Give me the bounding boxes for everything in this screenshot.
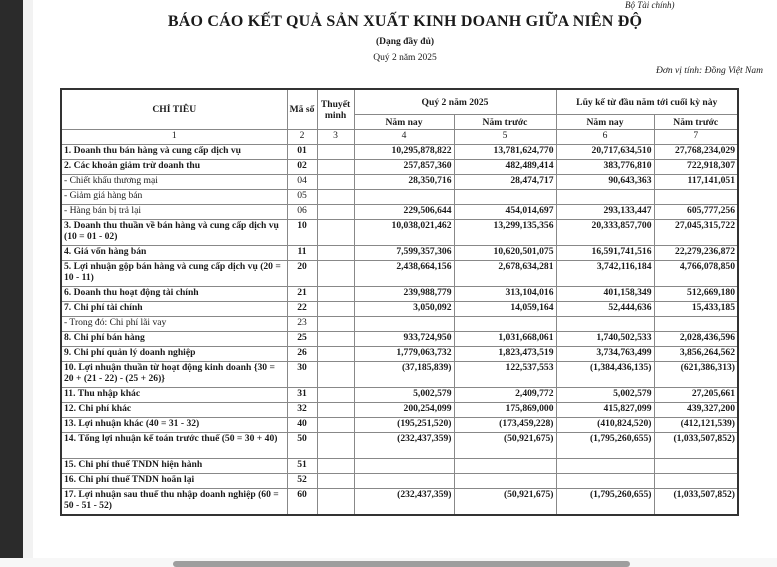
row-ytd-current: 293,133,447	[556, 205, 654, 220]
row-code: 05	[287, 190, 317, 205]
col-number: 1	[61, 130, 287, 145]
row-note	[317, 332, 354, 347]
row-ytd-previous: 27,768,234,029	[654, 145, 738, 160]
col-number: 3	[317, 130, 354, 145]
row-quarter-previous: 1,031,668,061	[454, 332, 556, 347]
row-quarter-previous: 175,869,000	[454, 403, 556, 418]
row-ytd-previous: 3,856,264,562	[654, 347, 738, 362]
row-ytd-current: 383,776,810	[556, 160, 654, 175]
row-code: 20	[287, 261, 317, 287]
row-quarter-previous	[454, 474, 556, 489]
row-quarter-current: (37,185,839)	[354, 362, 454, 388]
col-number: 6	[556, 130, 654, 145]
row-note	[317, 362, 354, 388]
row-label: 9. Chi phí quản lý doanh nghiệp	[61, 347, 287, 362]
row-quarter-current: (232,437,359)	[354, 433, 454, 459]
row-quarter-current: 3,050,092	[354, 302, 454, 317]
col-number: 7	[654, 130, 738, 145]
row-quarter-current	[354, 317, 454, 332]
row-label: - Giảm giá hàng bán	[61, 190, 287, 205]
row-code: 52	[287, 474, 317, 489]
row-note	[317, 302, 354, 317]
table-row	[61, 261, 738, 287]
col-number: 4	[354, 130, 454, 145]
row-label: - Trong đó: Chi phí lãi vay	[61, 317, 287, 332]
header-quarter: Quý 2 năm 2025	[354, 89, 556, 115]
row-code: 40	[287, 418, 317, 433]
table-row	[61, 433, 738, 459]
row-ytd-previous: 512,669,180	[654, 287, 738, 302]
col-number: 5	[454, 130, 556, 145]
report-period: Quý 2 năm 2025	[373, 53, 437, 63]
row-ytd-previous: 27,045,315,722	[654, 220, 738, 246]
row-label: 8. Chi phí bán hàng	[61, 332, 287, 347]
row-code: 30	[287, 362, 317, 388]
row-quarter-previous: 14,059,164	[454, 302, 556, 317]
table-row	[61, 362, 738, 388]
row-note	[317, 403, 354, 418]
row-ytd-previous	[654, 459, 738, 474]
row-label: 16. Chi phí thuế TNDN hoãn lại	[61, 474, 287, 489]
table-row	[61, 489, 738, 516]
row-ytd-previous: (621,386,313)	[654, 362, 738, 388]
row-quarter-previous: (173,459,228)	[454, 418, 556, 433]
row-code: 60	[287, 489, 317, 516]
row-quarter-current: 5,002,579	[354, 388, 454, 403]
row-code: 31	[287, 388, 317, 403]
row-quarter-previous: (50,921,675)	[454, 489, 556, 516]
row-ytd-current	[556, 190, 654, 205]
header-y-nam-truoc: Năm trước	[654, 115, 738, 130]
row-quarter-previous: 13,781,624,770	[454, 145, 556, 160]
row-code: 26	[287, 347, 317, 362]
row-ytd-previous: (1,033,507,852)	[654, 489, 738, 516]
row-note	[317, 160, 354, 175]
table-row	[61, 246, 738, 261]
row-quarter-current: 200,254,099	[354, 403, 454, 418]
row-label: 2. Các khoản giảm trừ doanh thu	[61, 160, 287, 175]
row-ytd-previous: (412,121,539)	[654, 418, 738, 433]
row-ytd-current	[556, 459, 654, 474]
table-row	[61, 302, 738, 317]
row-ytd-previous: 4,766,078,850	[654, 261, 738, 287]
row-quarter-previous: 10,620,501,075	[454, 246, 556, 261]
row-note	[317, 388, 354, 403]
row-code: 11	[287, 246, 317, 261]
document-page	[33, 0, 777, 558]
row-note	[317, 190, 354, 205]
row-code: 22	[287, 302, 317, 317]
row-ytd-current: 52,444,636	[556, 302, 654, 317]
report-subtitle: (Dạng đầy đủ)	[375, 37, 435, 47]
table-row	[61, 347, 738, 362]
currency-unit: Đơn vị tính: Đồng Việt Nam	[655, 66, 763, 76]
row-label: - Hàng bán bị trả lại	[61, 205, 287, 220]
row-ytd-previous: 27,205,661	[654, 388, 738, 403]
row-note	[317, 474, 354, 489]
table-row	[61, 403, 738, 418]
row-code: 10	[287, 220, 317, 246]
row-quarter-current	[354, 459, 454, 474]
row-quarter-current: 257,857,360	[354, 160, 454, 175]
header-ma-so: Mã số	[287, 89, 317, 130]
row-note	[317, 433, 354, 459]
row-quarter-previous: 2,409,772	[454, 388, 556, 403]
table-row	[61, 145, 738, 160]
header-ytd: Lũy kế từ đầu năm tới cuối kỳ này	[556, 89, 738, 115]
row-quarter-current	[354, 474, 454, 489]
row-label: 17. Lợi nhuận sau thuế thu nhập doanh nghiệp (60 = 50 - 51 - 52)	[61, 489, 287, 516]
table-row	[61, 190, 738, 205]
row-ytd-current: 1,740,502,533	[556, 332, 654, 347]
row-label: 12. Chi phí khác	[61, 403, 287, 418]
row-note	[317, 489, 354, 516]
row-label: 14. Tổng lợi nhuận kế toán trước thuế (50 = 30 + 40)	[61, 433, 287, 459]
row-quarter-current: 10,295,878,822	[354, 145, 454, 160]
row-quarter-current: 7,599,357,306	[354, 246, 454, 261]
row-ytd-previous: 117,141,051	[654, 175, 738, 190]
report-title: BÁO CÁO KẾT QUẢ SẢN XUẤT KINH DOANH GIỮA NIÊN ĐỘ	[167, 13, 643, 30]
row-note	[317, 220, 354, 246]
row-ytd-current: 401,158,349	[556, 287, 654, 302]
row-label: 15. Chi phí thuế TNDN hiện hành	[61, 459, 287, 474]
row-ytd-current: 5,002,579	[556, 388, 654, 403]
row-label: 6. Doanh thu hoạt động tài chính	[61, 287, 287, 302]
row-quarter-previous	[454, 459, 556, 474]
row-ytd-previous: 2,028,436,596	[654, 332, 738, 347]
row-quarter-previous: 122,537,553	[454, 362, 556, 388]
row-ytd-previous: 439,327,200	[654, 403, 738, 418]
row-ytd-current: (1,795,260,655)	[556, 433, 654, 459]
row-note	[317, 205, 354, 220]
row-code: 21	[287, 287, 317, 302]
table-row	[61, 175, 738, 190]
row-ytd-current: 3,734,763,499	[556, 347, 654, 362]
row-quarter-previous	[454, 317, 556, 332]
row-ytd-current: 20,333,857,700	[556, 220, 654, 246]
row-code: 50	[287, 433, 317, 459]
table-row	[61, 205, 738, 220]
row-label: 1. Doanh thu bán hàng và cung cấp dịch vụ	[61, 145, 287, 160]
row-ytd-current	[556, 317, 654, 332]
row-code: 04	[287, 175, 317, 190]
row-quarter-current	[354, 190, 454, 205]
header-q-nam-nay: Năm nay	[354, 115, 454, 130]
row-ytd-current: 90,643,363	[556, 175, 654, 190]
row-quarter-current: (195,251,520)	[354, 418, 454, 433]
row-note	[317, 145, 354, 160]
row-label: 10. Lợi nhuận thuần từ hoạt động kinh doanh {30 = 20 + (21 - 22) - (25 + 26)}	[61, 362, 287, 388]
table-row	[61, 287, 738, 302]
row-quarter-previous	[454, 190, 556, 205]
row-code: 01	[287, 145, 317, 160]
row-label: 4. Giá vốn hàng bán	[61, 246, 287, 261]
row-label: 3. Doanh thu thuần về bán hàng và cung cấp dịch vụ (10 = 01 - 02)	[61, 220, 287, 246]
row-ytd-current: 3,742,116,184	[556, 261, 654, 287]
row-ytd-previous: 22,279,236,872	[654, 246, 738, 261]
row-note	[317, 317, 354, 332]
row-ytd-previous	[654, 190, 738, 205]
row-quarter-current: 239,988,779	[354, 287, 454, 302]
table-row	[61, 317, 738, 332]
row-code: 06	[287, 205, 317, 220]
row-ytd-previous: 605,777,256	[654, 205, 738, 220]
row-quarter-previous: 1,823,473,519	[454, 347, 556, 362]
header-y-nam-nay: Năm nay	[556, 115, 654, 130]
row-quarter-previous: 454,014,697	[454, 205, 556, 220]
row-note	[317, 287, 354, 302]
row-note	[317, 261, 354, 287]
row-ytd-current: 415,827,099	[556, 403, 654, 418]
row-quarter-current: 10,038,021,462	[354, 220, 454, 246]
row-quarter-previous: 13,299,135,356	[454, 220, 556, 246]
row-quarter-previous: 482,489,414	[454, 160, 556, 175]
table-row	[61, 332, 738, 347]
row-note	[317, 418, 354, 433]
row-label: 5. Lợi nhuận gộp bán hàng và cung cấp dịch vụ (20 = 10 - 11)	[61, 261, 287, 287]
row-code: 51	[287, 459, 317, 474]
row-ytd-previous: 15,433,185	[654, 302, 738, 317]
row-label: 7. Chi phí tài chính	[61, 302, 287, 317]
viewer-left-panel	[0, 0, 23, 567]
row-ytd-current: (1,795,260,655)	[556, 489, 654, 516]
row-ytd-current: (1,384,436,135)	[556, 362, 654, 388]
row-code: 02	[287, 160, 317, 175]
row-quarter-current: 229,506,644	[354, 205, 454, 220]
row-ytd-previous: (1,033,507,852)	[654, 433, 738, 459]
row-quarter-previous: 2,678,634,281	[454, 261, 556, 287]
header-q-nam-truoc: Năm trước	[454, 115, 556, 130]
table-row	[61, 418, 738, 433]
row-label: - Chiết khấu thương mại	[61, 175, 287, 190]
row-code: 23	[287, 317, 317, 332]
table-row	[61, 459, 738, 474]
header-chi-tieu: CHỈ TIÊU	[61, 89, 287, 130]
row-ytd-previous	[654, 317, 738, 332]
row-code: 32	[287, 403, 317, 418]
scrollbar-thumb[interactable]	[173, 561, 630, 567]
row-quarter-current: 1,779,063,732	[354, 347, 454, 362]
row-note	[317, 347, 354, 362]
row-quarter-previous: 313,104,016	[454, 287, 556, 302]
header-thuyet-minh: Thuyết minh	[317, 89, 354, 130]
row-quarter-previous: 28,474,717	[454, 175, 556, 190]
row-label: 11. Thu nhập khác	[61, 388, 287, 403]
col-number: 2	[287, 130, 317, 145]
row-code: 25	[287, 332, 317, 347]
row-ytd-current: (410,824,520)	[556, 418, 654, 433]
row-quarter-previous: (50,921,675)	[454, 433, 556, 459]
row-ytd-current: 20,717,634,510	[556, 145, 654, 160]
table-row	[61, 220, 738, 246]
row-ytd-previous: 722,918,307	[654, 160, 738, 175]
viewer-gutter	[23, 0, 33, 567]
header-ref: Bộ Tài chính)	[625, 0, 675, 10]
row-quarter-current: (232,437,359)	[354, 489, 454, 516]
table-row	[61, 160, 738, 175]
row-ytd-current: 16,591,741,516	[556, 246, 654, 261]
row-label: 13. Lợi nhuận khác (40 = 31 - 32)	[61, 418, 287, 433]
row-quarter-current: 28,350,716	[354, 175, 454, 190]
row-ytd-current	[556, 474, 654, 489]
row-note	[317, 175, 354, 190]
income-statement-table	[60, 88, 739, 516]
row-note	[317, 246, 354, 261]
row-quarter-current: 2,438,664,156	[354, 261, 454, 287]
row-quarter-current: 933,724,950	[354, 332, 454, 347]
table-row	[61, 474, 738, 489]
table-row	[61, 388, 738, 403]
row-ytd-previous	[654, 474, 738, 489]
row-note	[317, 459, 354, 474]
